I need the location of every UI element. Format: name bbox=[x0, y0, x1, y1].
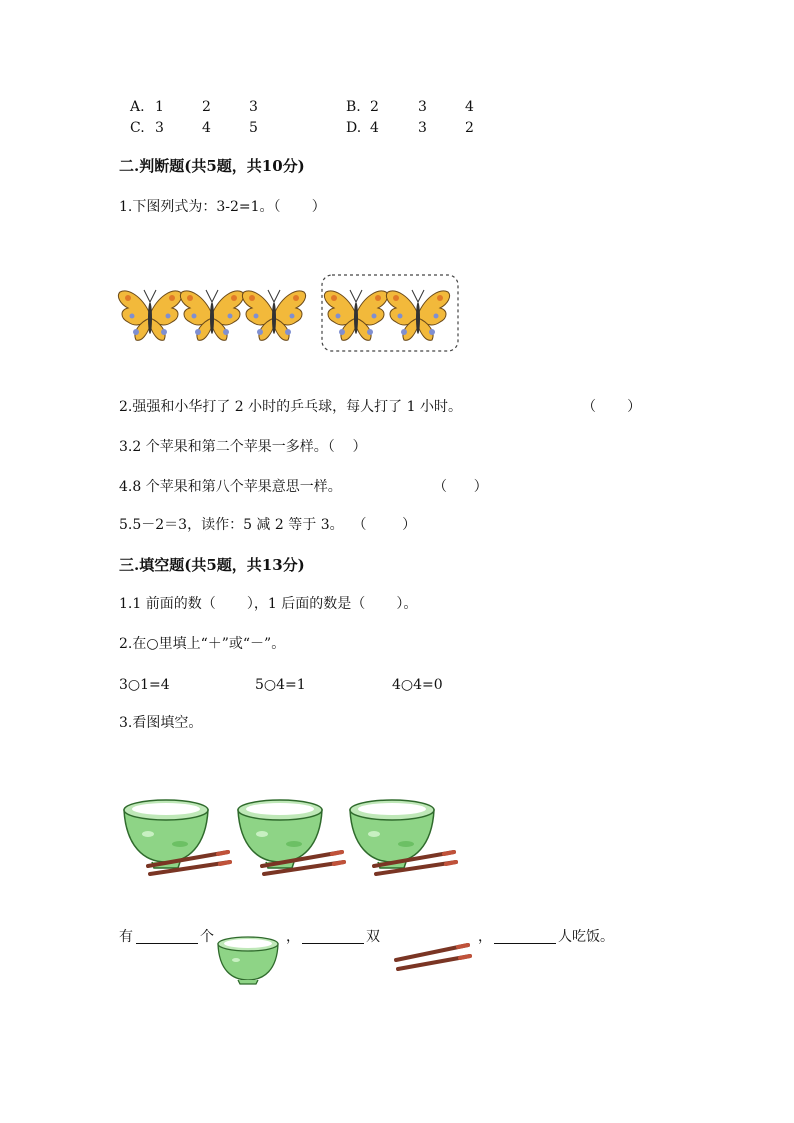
option-b-num-2: 3 bbox=[418, 99, 427, 115]
fill-you: 有 bbox=[119, 929, 133, 945]
judge-q4-answer: （ ） bbox=[433, 479, 488, 495]
option-a-num-1: 1 bbox=[155, 99, 164, 115]
option-d-letter: D. bbox=[346, 120, 362, 136]
butterfly-icon bbox=[386, 290, 449, 340]
fill-q1: 1.1 前面的数（ ），1 后面的数是（ ）。 bbox=[119, 596, 418, 612]
equation-1: 3○1=4 bbox=[119, 677, 170, 693]
judge-q3: 3.2 个苹果和第二个苹果一多样。（ ） bbox=[119, 439, 367, 455]
option-b-num-3: 4 bbox=[465, 99, 474, 115]
option-a-num-3: 3 bbox=[249, 99, 258, 115]
equation-2: 5○4=1 bbox=[255, 677, 306, 693]
judge-q2-answer: （ ） bbox=[582, 399, 642, 415]
option-d-num-1: 4 bbox=[370, 120, 379, 136]
blank-chopsticks[interactable] bbox=[302, 928, 364, 944]
judge-q1: 1.下图列式为：3-2=1。（ ） bbox=[119, 199, 326, 215]
fill-comma-1: ， bbox=[286, 929, 300, 945]
blank-people[interactable] bbox=[494, 928, 556, 944]
option-d-num-2: 3 bbox=[418, 120, 427, 136]
option-b-letter: B. bbox=[346, 99, 361, 115]
butterflies-figure bbox=[118, 272, 463, 356]
option-a-letter: A. bbox=[130, 99, 145, 115]
judge-q4: 4.8 个苹果和第八个苹果意思一样。 bbox=[119, 479, 342, 495]
bowls-chopsticks-figure bbox=[118, 790, 468, 885]
fill-comma-2: ， bbox=[478, 929, 492, 945]
judge-q2: 2.强强和小华打了 2 小时的乒乓球，每人打了 1 小时。 bbox=[119, 399, 462, 415]
option-c-num-2: 4 bbox=[202, 120, 211, 136]
fill-q3: 3.看图填空。 bbox=[119, 715, 203, 731]
equation-3: 4○4=0 bbox=[392, 677, 443, 693]
section2-heading: 二.判断题(共5题，共10分) bbox=[119, 157, 305, 175]
butterfly-icon bbox=[324, 290, 387, 340]
option-c-num-1: 3 bbox=[155, 120, 164, 136]
section3-heading: 三.填空题(共5题，共13分) bbox=[119, 556, 305, 574]
blank-bowls[interactable] bbox=[136, 928, 198, 944]
option-c-num-3: 5 bbox=[249, 120, 258, 136]
butterfly-icon bbox=[118, 290, 181, 340]
fill-q2: 2.在○里填上“＋”或“－”。 bbox=[119, 636, 286, 652]
option-b-num-1: 2 bbox=[370, 99, 379, 115]
fill-end: 人吃饭。 bbox=[558, 929, 614, 945]
single-chopsticks-figure bbox=[394, 940, 476, 974]
option-d-num-3: 2 bbox=[465, 120, 474, 136]
single-bowl-figure bbox=[215, 934, 281, 986]
butterfly-icon bbox=[242, 290, 305, 340]
butterfly-icon bbox=[180, 290, 243, 340]
fill-shuang: 双 bbox=[366, 929, 380, 945]
fill-ge: 个 bbox=[200, 929, 214, 945]
option-c-letter: C. bbox=[130, 120, 145, 136]
judge-q5: 5.5－2＝3，读作：5 减 2 等于 3。 （ ） bbox=[119, 517, 417, 533]
option-a-num-2: 2 bbox=[202, 99, 211, 115]
